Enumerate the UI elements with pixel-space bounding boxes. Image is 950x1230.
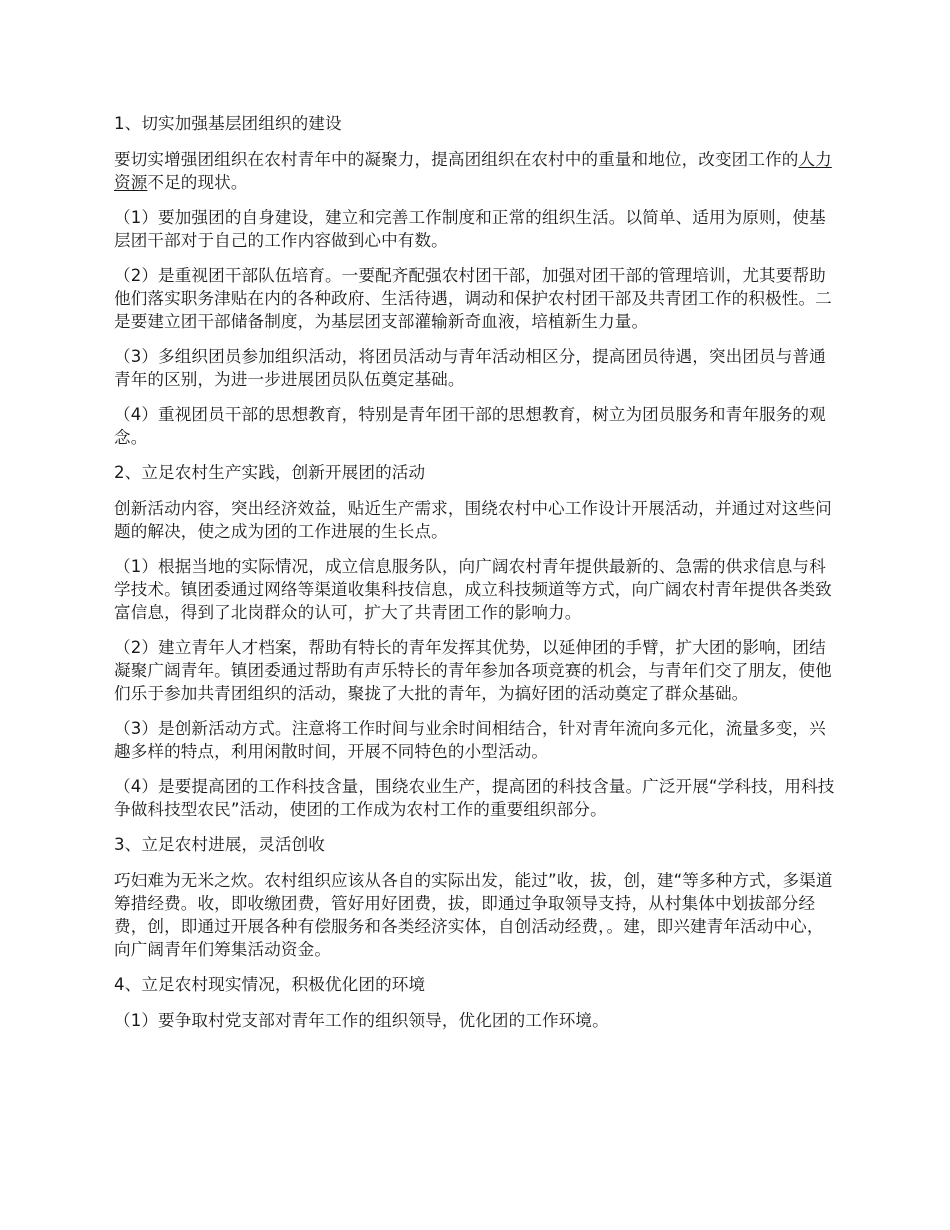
section-1-item-1: （1）要加强团的自身建设，建立和完善工作制度和正常的组织生活。以简单、适用为原则，使基层团干部对于自己的工作内容做到心中有数。: [114, 208, 826, 250]
section-2-item-3: （3）是创新活动方式。注意将工作时间与业余时间相结合，针对青年流向多元化，流量多变，兴趣多样的特点，利用闲散时间，开展不同特色的小型活动。: [114, 719, 826, 761]
section-1-item-2: （2）是重视团干部队伍培育。一要配齐配强农村团干部，加强对团干部的管理培训，尤其要帮助他们落实职务津贴在内的各种政府、生活待遇，调动和保护农村团干部及共青团工作的积极性。二是要建立团干部储备制度，为基层团支部灌输新奇血液，培植新生力量。: [114, 266, 832, 331]
human-resources-link[interactable]: 人力资源: [114, 150, 832, 192]
section-2-heading: 2、立足农村生产实践，创新开展团的活动: [114, 463, 426, 482]
section-4-item-1: （1）要争取村党支部对青年工作的组织领导，优化团的工作环境。: [114, 1011, 609, 1030]
section-3-intro: 巧妇难为无米之炊。农村组织应该从各自的实际出发，能过”收，拔，创，建“等多种方式，多渠道筹措经费。收，即收缴团费，管好用好团费，拔，即通过争取领导支持，从村集体中划拔部分经费，创，即通过开展各种有偿服务和各类经济实体，自创活动经费，。建，即兴建青年活动中心，向广阔青年们筹集活动资金。: [114, 871, 833, 959]
section-2-intro: 创新活动内容，突出经济效益，贴近生产需求，围绕农村中心工作设计开展活动，并通过对这些问题的解决，使之成为团的工作进展的生长点。: [114, 499, 832, 541]
section-1-intro-prefix: 要切实增强团组织在农村青年中的凝聚力，提高团组织在农村中的重量和地位，改变团工作的: [114, 150, 799, 169]
section-2-item-4: （4）是要提高团的工作科技含量，围绕农业生产，提高团的科技含量。广泛开展“学科技，用科技争做科技型农民”活动，使团的工作成为农村工作的重要组织部分。: [114, 777, 835, 819]
section-1-intro-suffix: 不足的现状。: [147, 173, 248, 192]
section-2-item-2: （2）建立青年人才档案，帮助有特长的青年发挥其优势，以延伸团的手臂，扩大团的影响，团结凝聚广阔青年。镇团委通过帮助有声乐特长的青年参加各项竞赛的机会，与青年们交了朋友，使他们乐于参加共青团组织的活动，聚拢了大批的青年，为搞好团的活动奠定了群众基础。: [114, 638, 832, 703]
section-3-heading: 3、立足农村进展，灵活创收: [114, 835, 325, 854]
section-1-item-4: （4）重视团员干部的思想教育，特别是青年团干部的思想教育，树立为团员服务和青年服务的观念。: [114, 405, 826, 447]
section-2-item-1: （1）根据当地的实际情况，成立信息服务队，向广阔农村青年提供最新的、急需的供求信息与科学技术。镇团委通过网络等渠道收集科技信息，成立科技频道等方式，向广阔农村青年提供各类致富信息，得到了北岗群众的认可，扩大了共青团工作的影响力。: [114, 557, 832, 622]
section-4-heading: 4、立足农村现实情况，积极优化团的环境: [114, 975, 426, 994]
section-1-item-3: （3）多组织团员参加组织活动，将团员活动与青年活动相区分，提高团员待遇，突出团员与普通青年的区别，为进一步进展团员队伍奠定基础。: [114, 347, 826, 389]
section-1-intro: [114, 148, 839, 194]
document-page: [114, 112, 839, 1044]
section-1-heading: 1、切实加强基层团组织的建设: [114, 114, 342, 133]
